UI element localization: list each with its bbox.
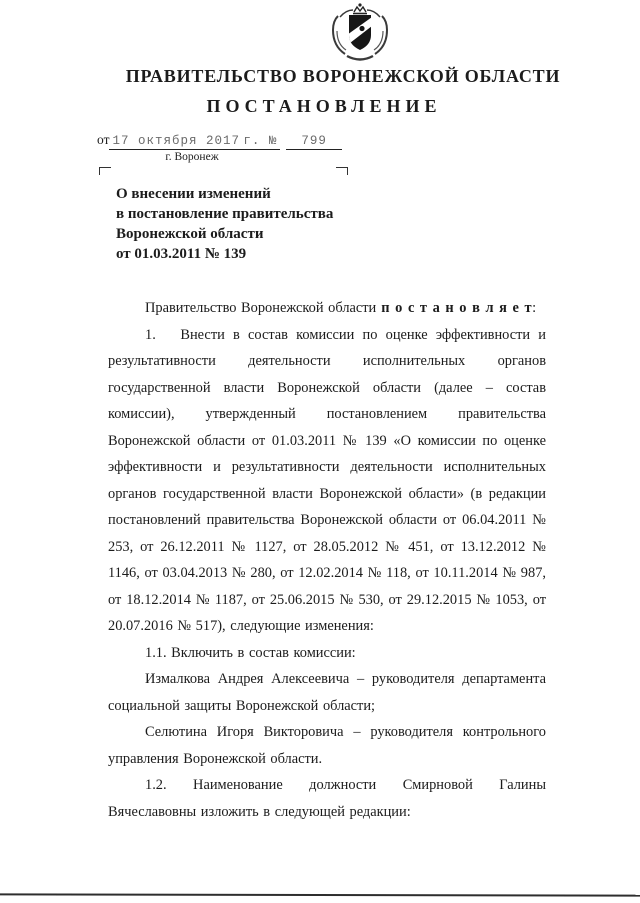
date-suffix-label: г. № bbox=[243, 134, 278, 148]
title-line: Воронежской области bbox=[116, 226, 264, 242]
coat-of-arms-graphic bbox=[327, 2, 393, 62]
date-number-row bbox=[97, 132, 342, 150]
page-edge-line bbox=[0, 893, 640, 896]
number-underline-segment bbox=[286, 132, 342, 150]
coat-of-arms bbox=[327, 2, 393, 62]
corner-mark-right bbox=[336, 167, 348, 175]
paragraph-1-1: 1.1. Включить в состав комиссии: bbox=[145, 644, 356, 661]
org-name: ПРАВИТЕЛЬСТВО ВОРОНЕЖСКОЙ ОБЛАСТИ bbox=[125, 66, 561, 86]
resolve-prefix: Правительство Воронежской области bbox=[145, 300, 377, 316]
paragraph-1-2: 1.2. Наименование должности Смирновой Галины Вячеславовны изложить в следующей редакции: bbox=[108, 777, 546, 820]
paragraph-izmalkov: Измалкова Андрея Алексеевича – руководителя департамента социальной защиты Воронежской области; bbox=[108, 671, 546, 714]
date-prefix-label: от bbox=[97, 132, 110, 147]
title-line: от 01.03.2011 № 139 bbox=[116, 246, 247, 262]
title-line: О внесении изменений bbox=[116, 186, 271, 202]
paragraph-1: 1. Внести в состав комиссии по оценке эффективности и результативности деятельности исполнительных органов государственной власти Воронежской области (далее – состав комиссии), утвержденный постановлением правительства Воронежской области от 01.03.2011 № 139 «О комиссии по оценке эффективности и результативности деятельности исполнительных органов государственной власти Воронежской области» (в редакции постановлений правительства Воронежской области от 06.04.2011 № 253, от 26.12.2011 № 1127, от 28.05.2012 № 451, от 13.12.2012 № 1146, от 03.04.2013 № 280, от 12.02.2014 № 118, от 10.11.2014 № 987, от 18.12.2014 № 1187, от 25.06.2015 № 530, от 29.12.2015 № 1053, от 20.07.2016 № 517), следующие изменения: bbox=[108, 326, 546, 634]
resolve-colon: : bbox=[532, 300, 537, 316]
resolve-verb: п о с т а н о в л я е т bbox=[381, 300, 533, 316]
corner-mark-left bbox=[99, 167, 111, 175]
city-label: г. Воронеж bbox=[165, 151, 219, 163]
document-title bbox=[116, 184, 333, 264]
date-stamp: 17 октября 2017 bbox=[112, 134, 241, 148]
paragraph-selyutin: Селютина Игоря Викторовича – руководителя контрольного управления Воронежской области. bbox=[108, 724, 546, 767]
date-underline-segment bbox=[109, 132, 280, 150]
resolve-line bbox=[108, 295, 546, 322]
doc-type-title: ПОСТАНОВЛЕНИЕ bbox=[206, 96, 442, 116]
document-body bbox=[108, 295, 546, 825]
doc-number-stamp: 799 bbox=[301, 134, 327, 148]
title-line: в постановление правительства bbox=[116, 206, 334, 222]
